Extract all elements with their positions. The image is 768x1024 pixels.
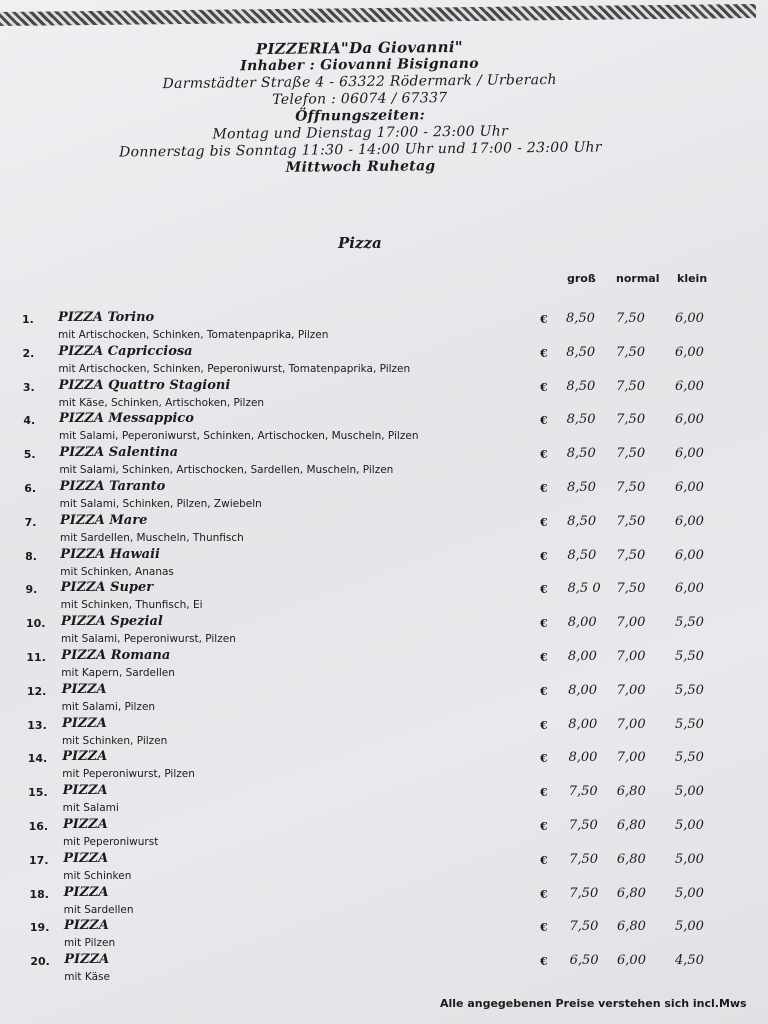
item-name: PIZZA bbox=[61, 681, 107, 697]
menu-header bbox=[59, 37, 660, 179]
price-normal: 6,80 bbox=[616, 851, 646, 867]
price-small: 4,50 bbox=[675, 953, 704, 969]
item-description: mit Salami bbox=[62, 802, 119, 815]
currency-symbol: € bbox=[540, 414, 548, 428]
price-large: 7,50 bbox=[568, 818, 598, 833]
item-number: 10. bbox=[25, 617, 46, 631]
item-description: mit Kapern, Sardellen bbox=[61, 667, 175, 679]
hours-label: Öffnungszeiten: bbox=[295, 107, 426, 125]
price-large: 7,50 bbox=[569, 851, 599, 867]
item-name: PIZZA Messappico bbox=[58, 411, 194, 427]
price-small: 5,50 bbox=[675, 615, 704, 631]
item-number: 11. bbox=[26, 651, 46, 664]
price-small: 6,00 bbox=[675, 547, 704, 563]
item-description: mit Salami, Pilzen bbox=[61, 700, 156, 713]
price-normal: 7,00 bbox=[616, 649, 646, 664]
price-small: 6,00 bbox=[675, 513, 704, 529]
price-normal: 7,50 bbox=[616, 378, 646, 394]
price-small: 5,00 bbox=[675, 784, 704, 800]
item-name: PIZZA Capricciosa bbox=[58, 343, 193, 359]
item-description: mit Salami, Peperoniwurst, Schinken, Artischocken, Muscheln, Pilzen bbox=[58, 430, 419, 443]
item-number: 12. bbox=[26, 684, 47, 698]
price-normal: 7,00 bbox=[616, 716, 646, 732]
price-normal: 7,50 bbox=[616, 581, 646, 597]
price-large: 8,00 bbox=[567, 649, 597, 664]
menu-item bbox=[0, 648, 768, 682]
currency-symbol: € bbox=[540, 617, 548, 631]
menu-item bbox=[0, 682, 768, 716]
price-normal: 7,00 bbox=[616, 682, 646, 698]
price-small: 5,50 bbox=[675, 682, 704, 698]
price-normal: 6,00 bbox=[617, 953, 646, 969]
price-note: Alle angegebenen Preise verstehen sich incl.Mws bbox=[440, 997, 747, 1010]
item-description: mit Peperoniwurst bbox=[62, 836, 159, 848]
currency-symbol: € bbox=[540, 820, 548, 833]
price-large: 8,5 0 bbox=[567, 581, 601, 597]
currency-symbol: € bbox=[540, 583, 548, 597]
menu-item bbox=[0, 580, 768, 614]
item-name: PIZZA bbox=[63, 850, 109, 866]
price-normal: 6,80 bbox=[616, 784, 646, 800]
owner-line: Inhaber : Giovanni Bisignano bbox=[240, 55, 479, 75]
item-number: 14. bbox=[27, 752, 48, 766]
item-number: 20. bbox=[30, 955, 50, 969]
item-description: mit Schinken, Thunfisch, Ei bbox=[60, 599, 203, 612]
item-description: mit Salami, Schinken, Artischocken, Sardellen, Muscheln, Pilzen bbox=[59, 464, 394, 477]
closed-day: Mittwoch Ruhetag bbox=[285, 158, 436, 176]
item-description: mit Schinken, Ananas bbox=[60, 565, 174, 578]
item-number: 5. bbox=[23, 448, 36, 462]
menu-item bbox=[0, 479, 768, 513]
item-name: PIZZA Quattro Stagioni bbox=[58, 377, 231, 393]
price-small: 5,50 bbox=[675, 649, 704, 664]
price-large: 8,50 bbox=[566, 378, 596, 394]
currency-symbol: € bbox=[540, 684, 548, 698]
price-small: 5,50 bbox=[675, 750, 704, 766]
item-number: 4. bbox=[23, 414, 36, 428]
price-small: 6,00 bbox=[675, 581, 704, 597]
price-small: 6,00 bbox=[675, 344, 704, 360]
currency-symbol: € bbox=[540, 448, 548, 462]
currency-symbol: € bbox=[540, 380, 548, 394]
price-normal: 7,50 bbox=[616, 344, 645, 360]
price-normal: 7,50 bbox=[616, 480, 646, 495]
currency-symbol: € bbox=[540, 346, 548, 360]
item-description: mit Peperoniwurst, Pilzen bbox=[62, 768, 195, 781]
price-small: 5,00 bbox=[675, 851, 704, 867]
price-large: 8,00 bbox=[568, 716, 598, 732]
currency-symbol: € bbox=[540, 955, 548, 969]
menu-item bbox=[0, 716, 768, 750]
price-large: 7,50 bbox=[569, 885, 599, 901]
currency-symbol: € bbox=[540, 651, 548, 664]
item-description: mit Schinken bbox=[63, 869, 132, 882]
item-name: PIZZA bbox=[63, 918, 109, 934]
price-large: 8,50 bbox=[566, 446, 596, 462]
item-description: mit Käse, Schinken, Artischoken, Pilzen bbox=[58, 396, 265, 409]
item-name: PIZZA Spezial bbox=[60, 614, 163, 630]
menu-item bbox=[0, 783, 768, 817]
currency-symbol: € bbox=[540, 515, 548, 529]
currency-symbol: € bbox=[540, 549, 548, 563]
price-normal: 6,80 bbox=[616, 919, 646, 935]
price-normal: 7,00 bbox=[616, 750, 646, 766]
item-number: 15. bbox=[28, 786, 48, 800]
decorative-border bbox=[0, 4, 756, 26]
price-small: 6,00 bbox=[675, 480, 704, 495]
menu-item bbox=[0, 378, 768, 412]
price-normal: 6,80 bbox=[616, 818, 646, 833]
menu-item bbox=[0, 344, 768, 378]
col-head-small: klein bbox=[677, 272, 708, 285]
price-large: 8,50 bbox=[566, 412, 596, 428]
hours-line-1: Montag und Dienstag 17:00 - 23:00 Uhr bbox=[212, 123, 509, 143]
item-name: PIZZA Super bbox=[60, 580, 154, 596]
currency-symbol: € bbox=[540, 853, 548, 867]
section-title: Pizza bbox=[338, 234, 382, 252]
price-large: 8,00 bbox=[568, 682, 598, 698]
item-name: PIZZA Mare bbox=[59, 512, 148, 528]
item-number: 7. bbox=[24, 515, 37, 529]
item-number: 3. bbox=[22, 380, 35, 394]
price-small: 5,00 bbox=[675, 919, 704, 935]
item-name: PIZZA bbox=[61, 715, 107, 731]
price-large: 8,50 bbox=[566, 480, 596, 495]
menu-item bbox=[0, 547, 768, 581]
item-description: mit Artischocken, Schinken, Peperoniwurst, Tomatenpaprika, Pilzen bbox=[58, 362, 411, 375]
price-normal: 7,50 bbox=[616, 446, 646, 462]
menu-item bbox=[0, 885, 768, 919]
menu-item bbox=[0, 918, 768, 952]
price-normal: 7,50 bbox=[616, 547, 646, 563]
item-number: 19. bbox=[29, 921, 50, 935]
item-description: mit Sardellen bbox=[63, 903, 134, 916]
price-normal: 7,00 bbox=[616, 615, 646, 631]
phone-line: Telefon : 06074 / 67337 bbox=[272, 90, 448, 108]
item-description: mit Pilzen bbox=[63, 937, 116, 950]
price-normal: 6,80 bbox=[616, 885, 646, 901]
price-normal: 7,50 bbox=[616, 311, 645, 326]
price-normal: 7,50 bbox=[616, 513, 646, 529]
currency-symbol: € bbox=[540, 482, 548, 495]
menu-item bbox=[0, 445, 768, 479]
price-large: 8,50 bbox=[567, 513, 597, 529]
menu-item bbox=[0, 749, 768, 783]
col-head-large: groß bbox=[567, 272, 596, 285]
item-description: mit Sardellen, Muscheln, Thunfisch bbox=[59, 531, 244, 544]
col-head-normal: normal bbox=[616, 272, 660, 285]
currency-symbol: € bbox=[540, 718, 548, 732]
restaurant-name: PIZZERIA"Da Giovanni" bbox=[255, 37, 464, 59]
item-name: PIZZA Torino bbox=[58, 310, 155, 325]
price-large: 8,50 bbox=[567, 547, 597, 563]
menu-item bbox=[0, 851, 768, 885]
menu-item bbox=[0, 310, 768, 344]
item-number: 18. bbox=[29, 887, 49, 901]
item-name: PIZZA Salentina bbox=[59, 445, 179, 461]
address-line: Darmstädter Straße 4 - 63322 Rödermark / Urberach bbox=[162, 71, 557, 93]
item-name: PIZZA bbox=[62, 817, 108, 832]
price-normal: 7,50 bbox=[616, 412, 646, 428]
price-large: 8,50 bbox=[566, 344, 596, 360]
price-small: 6,00 bbox=[675, 446, 704, 462]
item-description: mit Salami, Peperoniwurst, Pilzen bbox=[60, 633, 236, 646]
item-name: PIZZA bbox=[64, 952, 110, 968]
item-number: 13. bbox=[27, 718, 47, 732]
item-number: 1. bbox=[22, 313, 34, 326]
price-large: 8,00 bbox=[567, 615, 597, 631]
item-name: PIZZA Taranto bbox=[59, 479, 166, 494]
item-name: PIZZA Romana bbox=[61, 648, 171, 663]
item-description: mit Salami, Schinken, Pilzen, Zwiebeln bbox=[59, 498, 262, 510]
price-large: 8,50 bbox=[566, 311, 595, 326]
item-description: mit Schinken, Pilzen bbox=[61, 734, 168, 747]
currency-symbol: € bbox=[540, 887, 548, 901]
price-large: 8,00 bbox=[568, 750, 598, 766]
item-number: 8. bbox=[25, 549, 37, 563]
item-name: PIZZA Hawaii bbox=[60, 546, 160, 562]
currency-symbol: € bbox=[540, 313, 548, 326]
price-small: 5,50 bbox=[675, 716, 704, 732]
item-description: mit Artischocken, Schinken, Tomatenpaprika, Pilzen bbox=[58, 329, 329, 341]
item-number: 17. bbox=[29, 853, 49, 867]
menu-item bbox=[0, 952, 768, 986]
menu-item bbox=[0, 411, 768, 445]
item-name: PIZZA bbox=[63, 884, 109, 900]
item-number: 9. bbox=[25, 583, 38, 597]
price-large: 7,50 bbox=[568, 784, 598, 800]
price-large: 6,50 bbox=[569, 953, 599, 969]
price-large: 7,50 bbox=[569, 919, 599, 935]
item-description: mit Käse bbox=[64, 971, 110, 984]
item-number: 2. bbox=[22, 346, 35, 360]
currency-symbol: € bbox=[540, 786, 548, 800]
price-small: 6,00 bbox=[675, 378, 704, 394]
menu-item bbox=[0, 614, 768, 648]
hours-line-2: Donnerstag bis Sonntag 11:30 - 14:00 Uhr und 17:00 - 23:00 Uhr bbox=[118, 139, 602, 161]
menu-item bbox=[0, 817, 768, 851]
menu-item bbox=[0, 513, 768, 547]
price-small: 5,00 bbox=[675, 818, 704, 833]
price-small: 6,00 bbox=[675, 311, 704, 326]
price-small: 5,00 bbox=[675, 885, 704, 901]
currency-symbol: € bbox=[540, 921, 548, 935]
item-number: 6. bbox=[24, 482, 37, 495]
price-small: 6,00 bbox=[675, 412, 704, 428]
item-name: PIZZA bbox=[62, 783, 108, 799]
item-name: PIZZA bbox=[62, 749, 108, 765]
currency-symbol: € bbox=[540, 752, 548, 766]
item-number: 16. bbox=[28, 820, 49, 833]
